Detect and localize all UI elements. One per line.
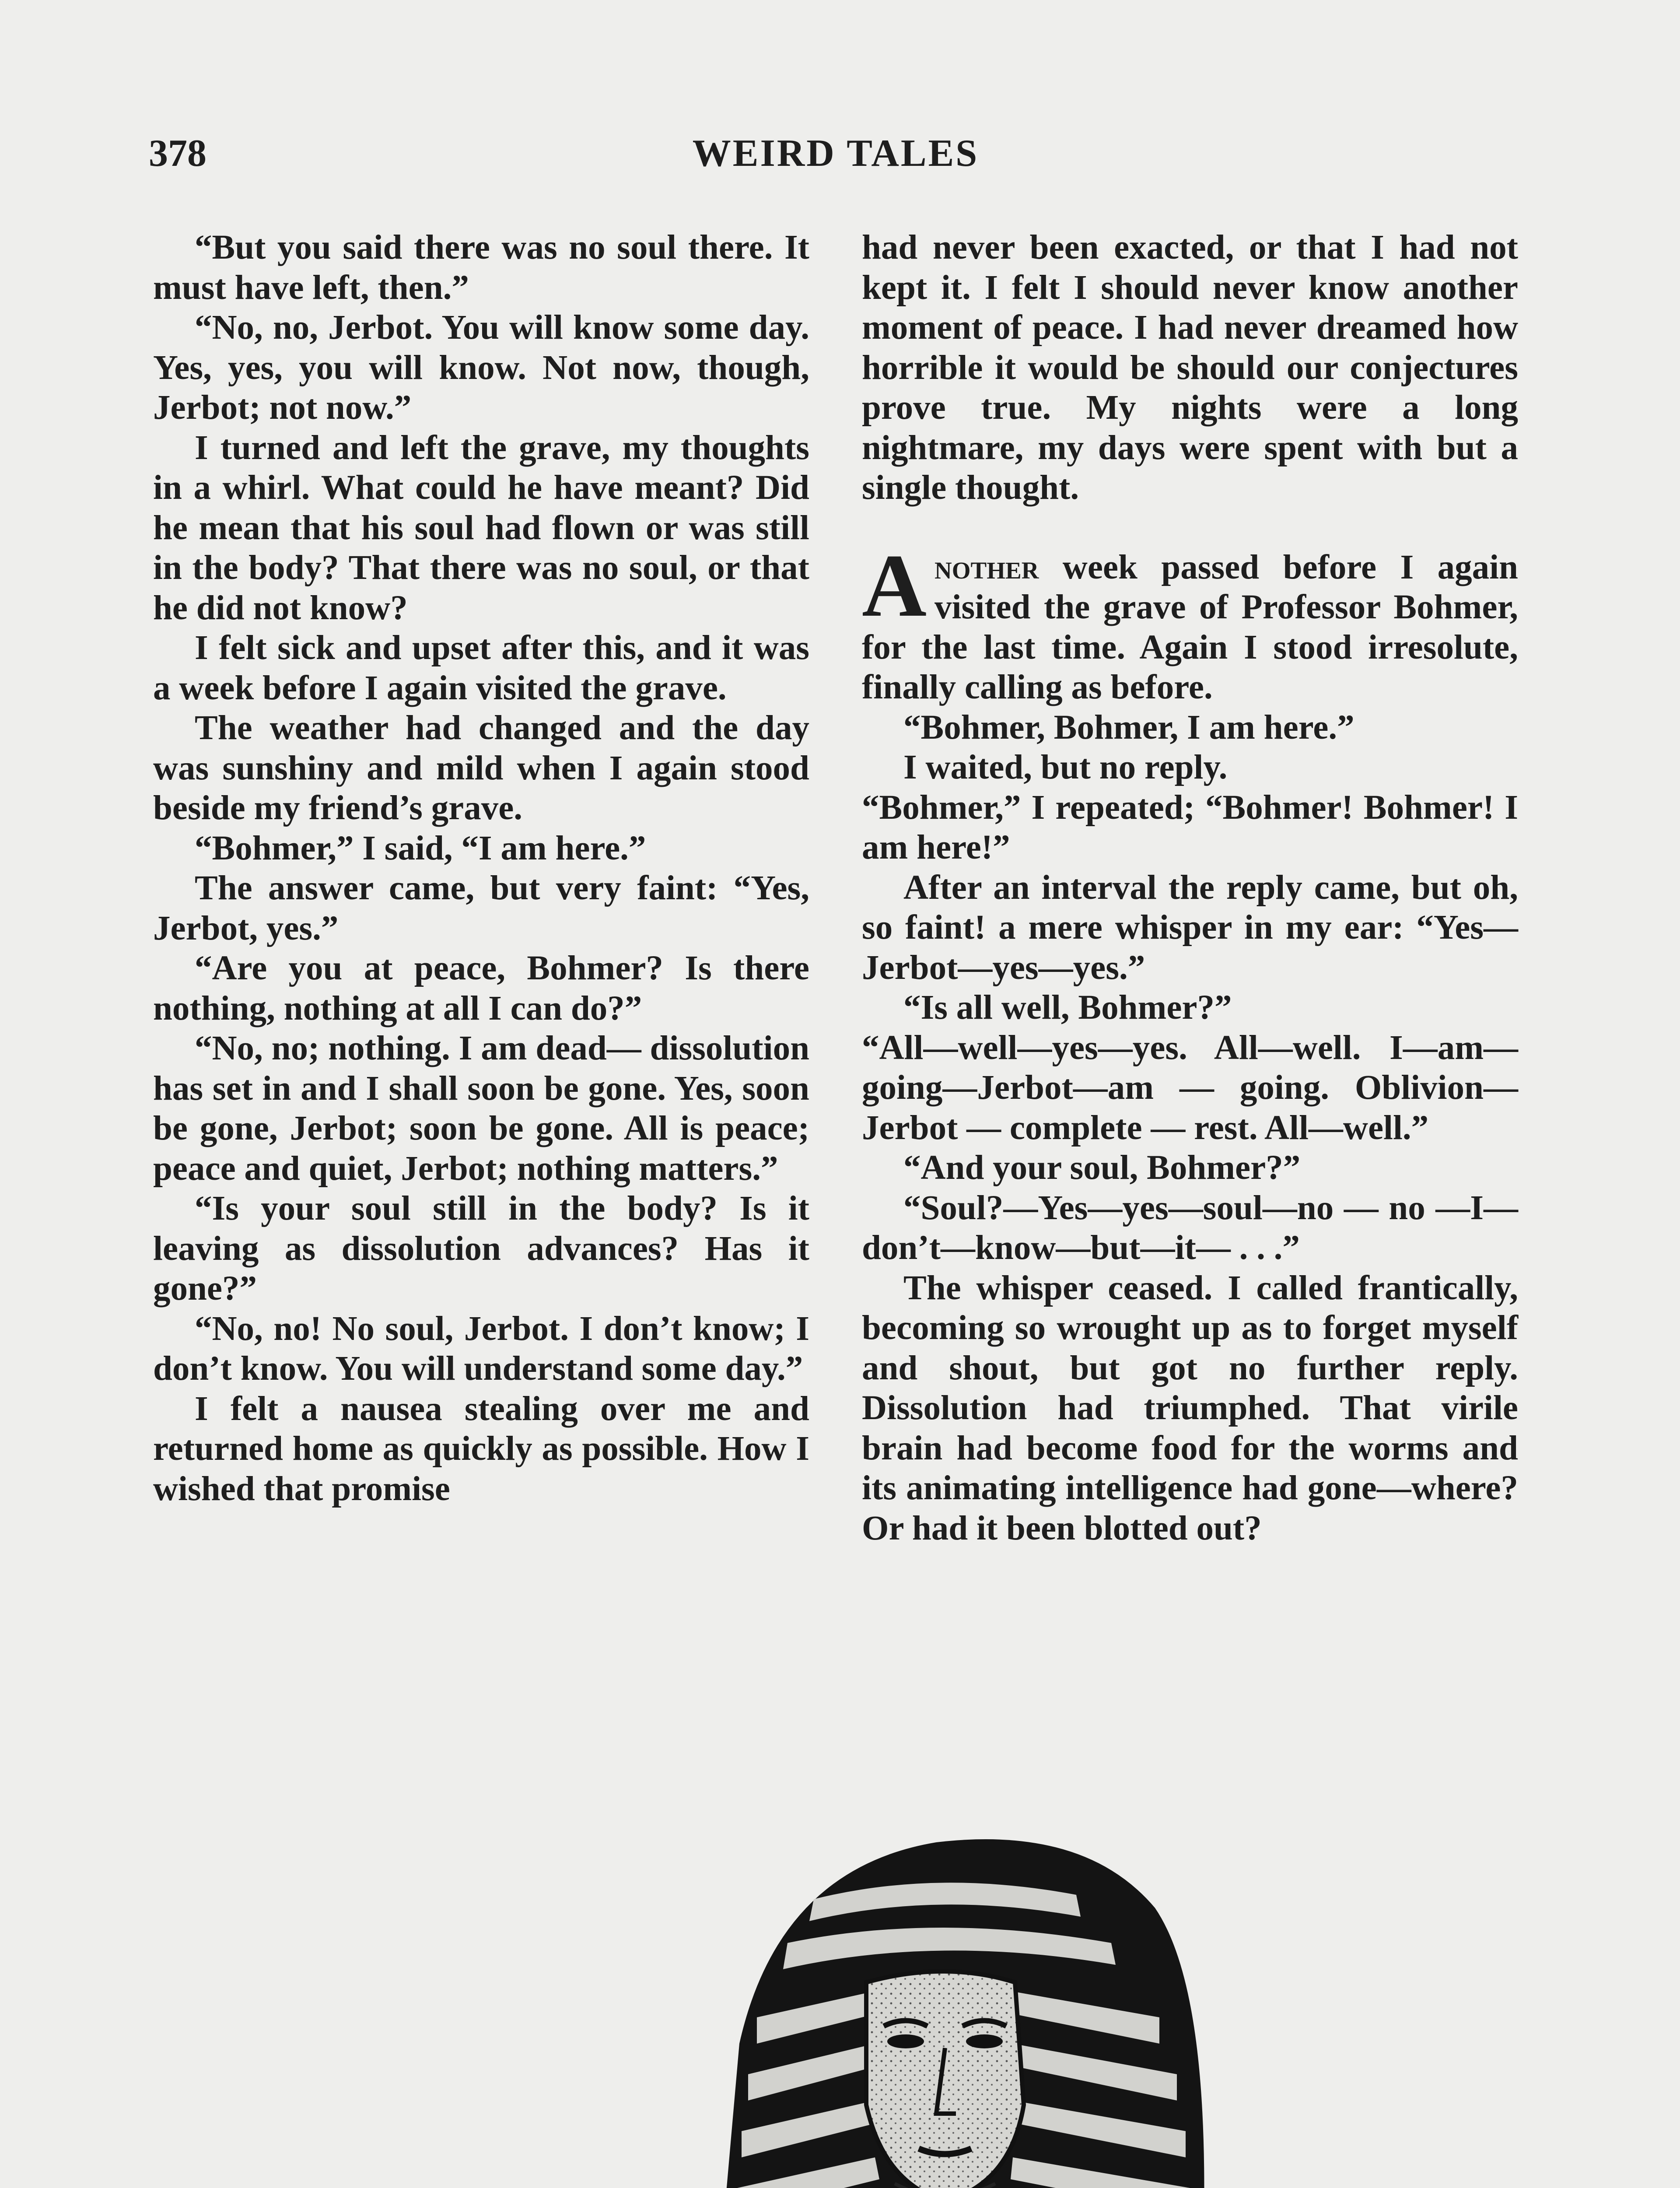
page-header [149, 131, 1522, 184]
paragraph: “Are you at peace, Bohmer? Is there nothing, nothing at all I can do?” [153, 949, 809, 1027]
paragraph: The answer came, but very faint: “Yes, Jerbot, yes.” [153, 869, 809, 947]
sphinx-illustration [158, 1799, 1527, 2188]
paragraph: I turned and left the grave, my thoughts in a whirl. What could he have meant? Did he mean that his soul had flown or was still in the body? That there was no soul, or that he did not know? [153, 428, 809, 627]
paragraph: “All—well—yes—yes. All—well. I—am—going—Jerbot—am — going. Oblivion—Jerbot — complete — rest. All—well.” [862, 1028, 1518, 1147]
paragraph: “And your soul, Bohmer?” [903, 1149, 1301, 1187]
paragraph: “Is your soul still in the body? Is it leaving as dissolution advances? Has it gone?” [153, 1189, 809, 1308]
paragraph: I waited, but no reply. [903, 748, 1228, 786]
paragraph: “Bohmer,” I repeated; “Bohmer! Bohmer! I am here!” [862, 788, 1518, 866]
sphinx-woodcut [158, 1799, 1527, 2188]
continued-paragraph: had never been exacted, or that I had not kept it. I felt I should never know another moment of peace. I had never dreamed how horrible it would be should our conjectures prove true. My nights were a long nightmare, my days were spent with but a single thought. [862, 228, 1518, 507]
small-caps-lead: nother [934, 548, 1039, 586]
paragraph: “Bohmer, Bohmer, I am here.” [903, 708, 1354, 747]
paragraph: “No, no; nothing. I am dead— dissolution has set in and I shall soon be gone. Yes, soon be gone, Jerbot; soon be gone. All is peace; peace and quiet, Jerbot; nothing matters.” [153, 1029, 809, 1188]
paragraph: “But you said there was no soul there. It must have left, then.” [153, 228, 809, 307]
right-column [862, 228, 1518, 1548]
section-first-text: week passed before I again visited the grave of Professor Bohmer, for the last time. Again I stood irresolute, finally calling as before. [862, 548, 1518, 706]
left-column [153, 228, 809, 1509]
drop-cap: A [862, 536, 927, 635]
paragraph: The weather had changed and the day was sunshiny and mild when I again stood beside my friend’s grave. [153, 709, 809, 827]
paragraph: “No, no, Jerbot. You will know some day. Yes, yes, you will know. Not now, though, Jerbot; not now.” [153, 309, 809, 427]
paragraph: “Soul?—Yes—yes—soul—no — no —I—don’t—know—but—it— . . .” [862, 1189, 1518, 1267]
paragraph: After an interval the reply came, but oh, so faint! a mere whisper in my ear: “Yes—Jerbot—yes—yes.” [862, 868, 1518, 987]
page-number: 378 [149, 132, 206, 175]
paragraph: “Bohmer,” I said, “I am here.” [195, 829, 646, 867]
paragraph: I felt sick and upset after this, and it was a week before I again visited the grave. [153, 629, 809, 707]
paragraph: I felt a nausea stealing over me and returned home as quickly as possible. How I wished that promise [153, 1389, 809, 1508]
paragraph: The whisper ceased. I called frantically, becoming so wrought up as to forget myself and shout, but got no further reply. Dissolution had triumphed. That virile brain had become food for the worms and its animating intelligence had gone—where? Or had it been blotted out? [862, 1269, 1518, 1547]
paragraph: “No, no! No soul, Jerbot. I don’t know; I don’t know. You will understand some day.” [153, 1309, 809, 1388]
section-first-paragraph [862, 536, 1518, 708]
running-title: WEIRD TALES [692, 132, 979, 175]
paragraph: “Is all well, Bohmer?” [903, 989, 1232, 1027]
